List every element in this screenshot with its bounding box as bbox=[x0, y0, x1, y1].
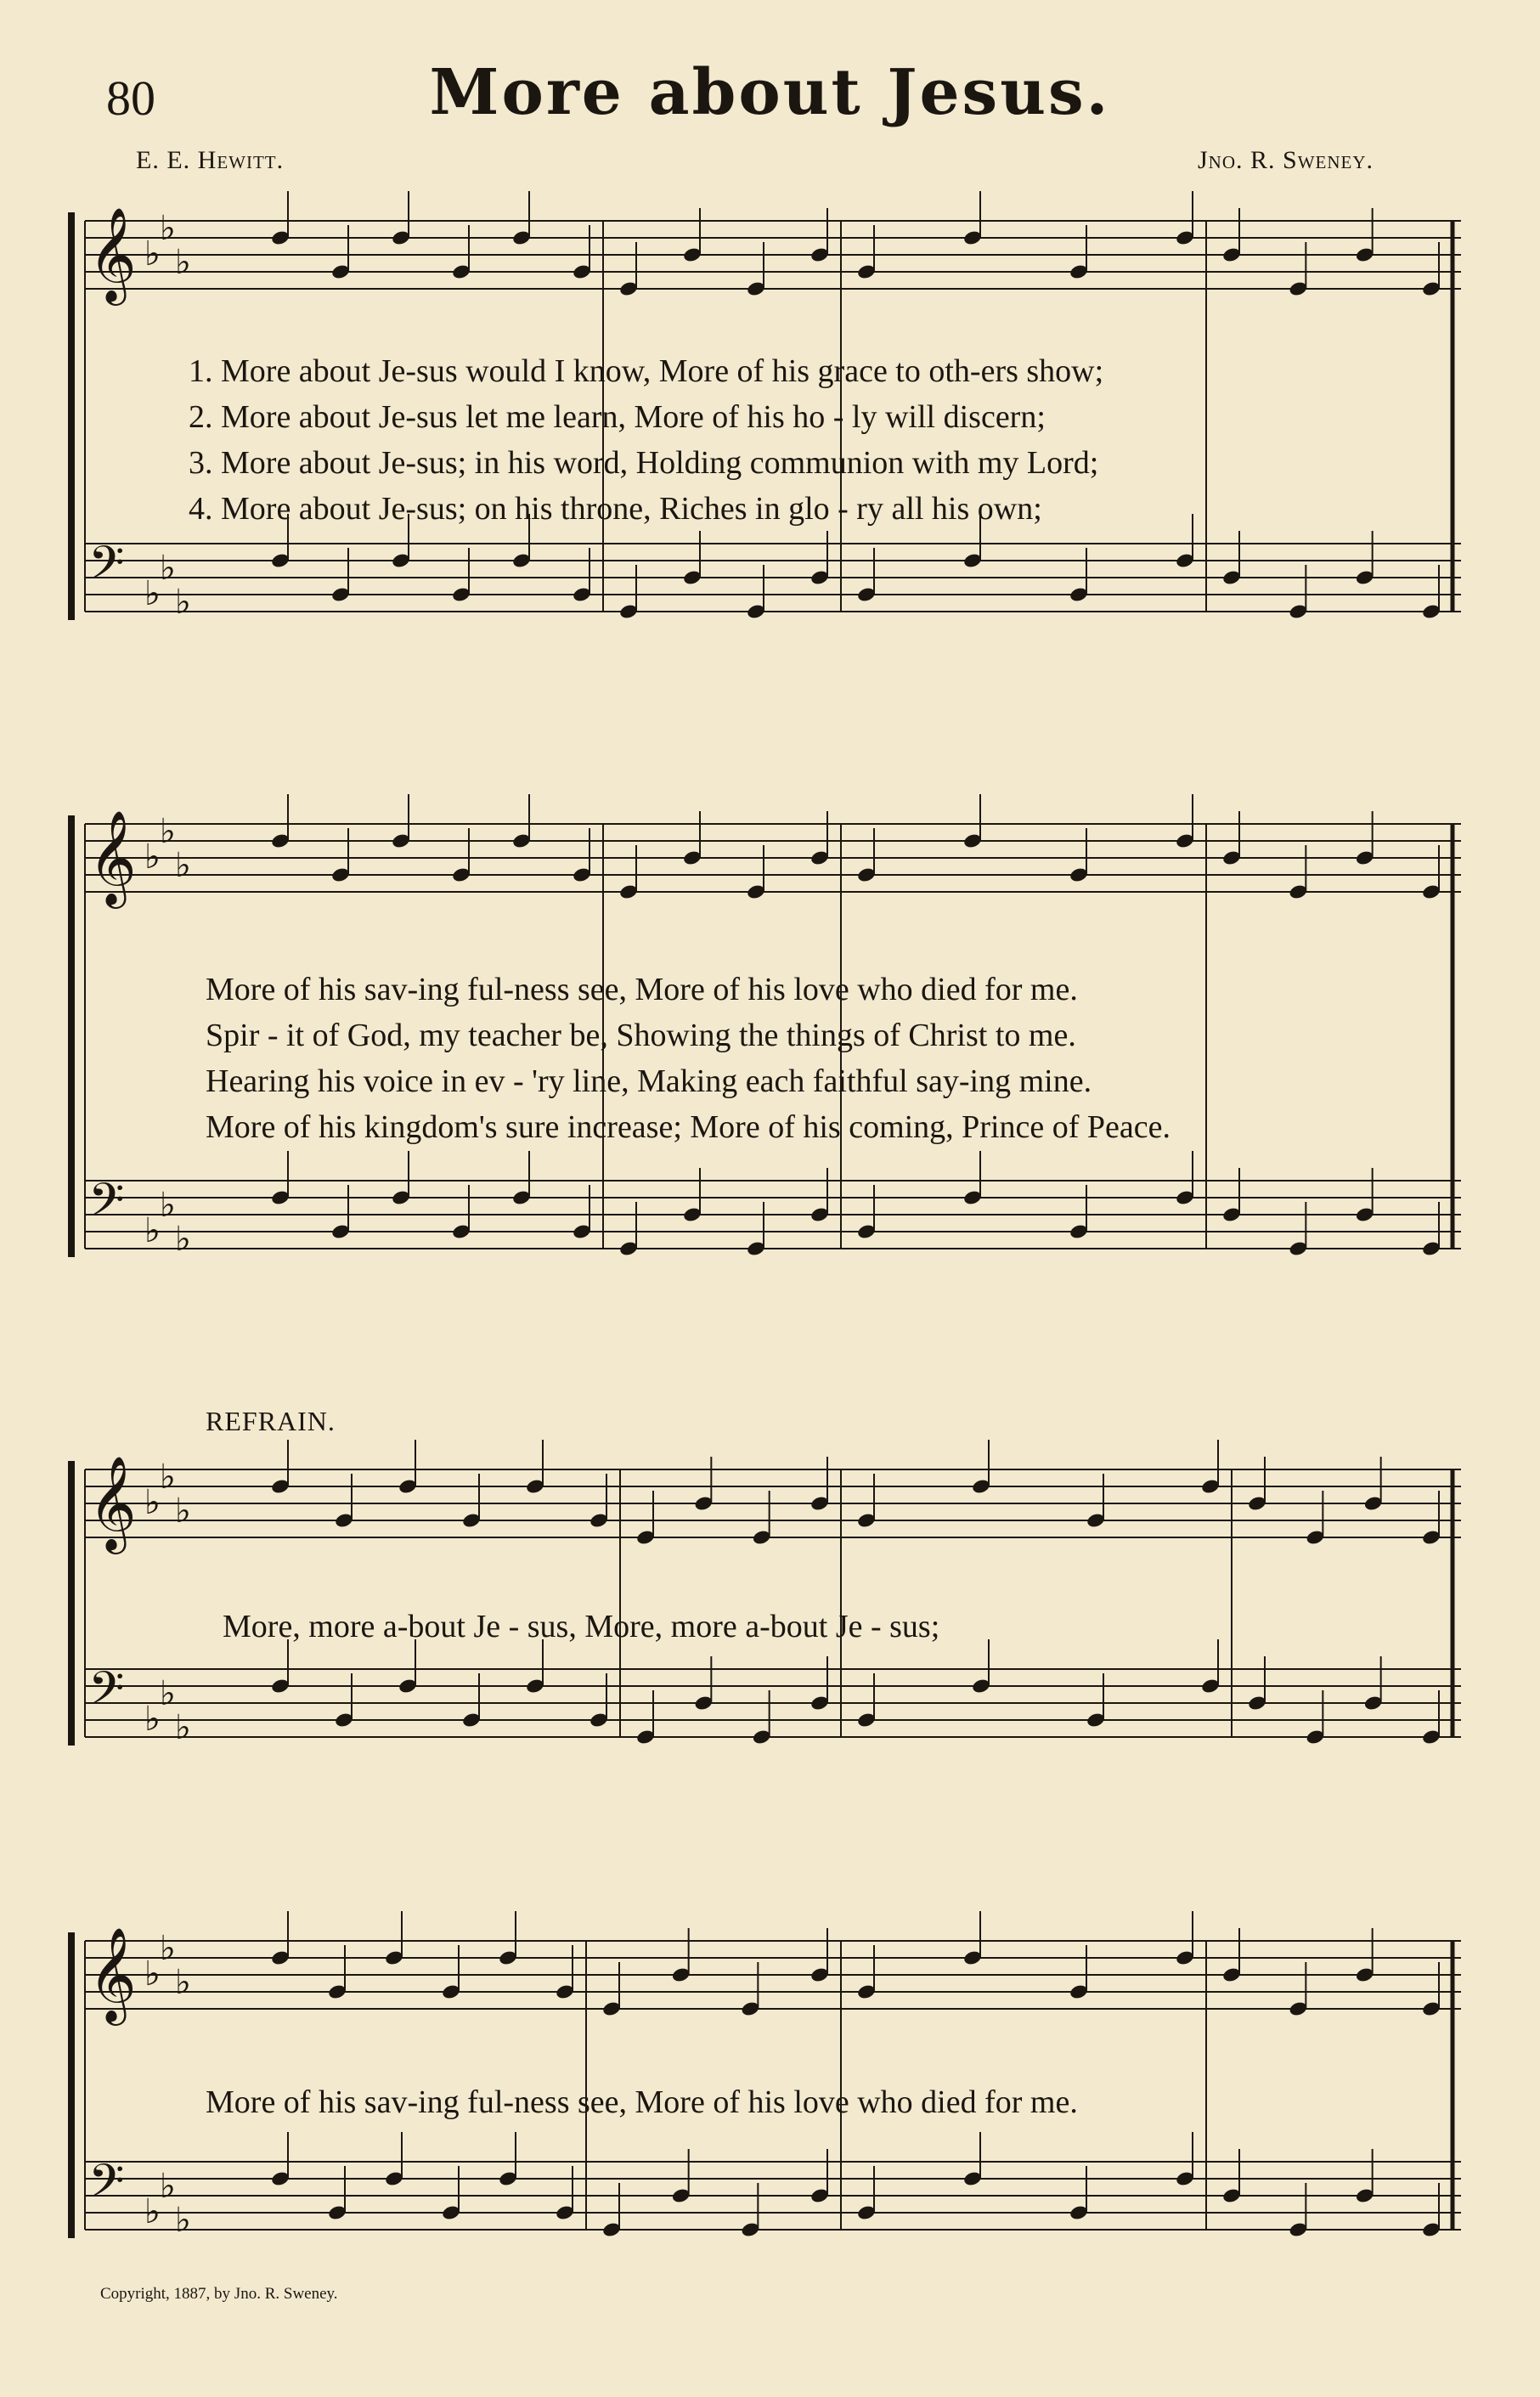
music-system-2 bbox=[0, 794, 1540, 1321]
verse-2-line-2: Spir - it of God, my teacher be, Showing the things of Christ to me. bbox=[206, 1018, 1076, 1053]
treble-staff bbox=[85, 191, 1461, 306]
flat-icon: ♭ bbox=[175, 2201, 191, 2240]
composer-credit: Jno. R. Sweney. bbox=[1198, 146, 1374, 174]
bass-clef-icon: 𝄢 bbox=[88, 1661, 125, 1727]
flat-icon: ♭ bbox=[160, 1458, 176, 1497]
copyright-notice: Copyright, 1887, by Jno. R. Sweney. bbox=[100, 2285, 338, 2303]
flat-icon: ♭ bbox=[144, 574, 161, 613]
flat-icon: ♭ bbox=[160, 812, 176, 851]
verse-2-line-1: 2. More about Je-sus let me learn, More of his ho - ly will discern; bbox=[189, 399, 1046, 435]
bass-staff bbox=[85, 514, 1461, 622]
flat-icon: ♭ bbox=[160, 209, 176, 248]
flat-icon: ♭ bbox=[175, 583, 191, 622]
flat-icon: ♭ bbox=[160, 1929, 176, 1968]
flat-icon: ♭ bbox=[175, 1492, 191, 1531]
verse-4-line-1: 4. More about Je-sus; on his throne, Riches in glo - ry all his own; bbox=[189, 491, 1042, 527]
bass-clef-icon: 𝄢 bbox=[88, 1173, 125, 1238]
flat-icon: ♭ bbox=[144, 1483, 161, 1522]
flat-icon: ♭ bbox=[160, 549, 176, 588]
hymn-title: More about Jesus. bbox=[429, 56, 1111, 129]
flat-icon: ♭ bbox=[160, 2167, 176, 2206]
bass-staff bbox=[85, 2132, 1461, 2240]
refrain-lyric-line-1: More, more a-bout Je - sus, More, more a-bout Je - sus; bbox=[223, 1609, 940, 1644]
flat-icon: ♭ bbox=[175, 846, 191, 885]
flat-icon: ♭ bbox=[160, 1186, 176, 1225]
verse-4-line-2: More of his kingdom's sure increase; More of his coming, Prince of Peace. bbox=[206, 1109, 1171, 1145]
bass-staff bbox=[85, 1639, 1461, 1747]
page-number: 80 bbox=[106, 70, 155, 126]
flat-icon: ♭ bbox=[144, 1700, 161, 1739]
flat-icon: ♭ bbox=[160, 1674, 176, 1713]
treble-staff bbox=[85, 794, 1461, 909]
verse-3-line-1: 3. More about Je-sus; in his word, Holding communion with my Lord; bbox=[189, 445, 1099, 481]
verse-1-line-2: More of his sav-ing ful-ness see, More of his love who died for me. bbox=[206, 972, 1078, 1007]
verse-1-line-1: 1. More about Je-sus would I know, More of his grace to oth-ers show; bbox=[189, 353, 1104, 389]
bass-clef-icon: 𝄢 bbox=[88, 536, 125, 601]
refrain-label: REFRAIN. bbox=[206, 1406, 336, 1436]
flat-icon: ♭ bbox=[144, 838, 161, 877]
treble-clef-icon: 𝄞 bbox=[88, 206, 137, 302]
flat-icon: ♭ bbox=[175, 1963, 191, 2002]
verse-3-line-2: Hearing his voice in ev - 'ry line, Making each faithful say-ing mine. bbox=[206, 1063, 1092, 1099]
bass-clef-icon: 𝄢 bbox=[88, 2154, 125, 2219]
bass-staff bbox=[85, 1151, 1461, 1259]
treble-staff bbox=[85, 1911, 1461, 2026]
flat-icon: ♭ bbox=[175, 1708, 191, 1747]
treble-clef-icon: 𝄞 bbox=[88, 1455, 137, 1550]
lyricist-credit: E. E. Hewitt. bbox=[136, 146, 285, 174]
flat-icon: ♭ bbox=[144, 234, 161, 274]
flat-icon: ♭ bbox=[175, 1220, 191, 1259]
flat-icon: ♭ bbox=[144, 1211, 161, 1250]
flat-icon: ♭ bbox=[175, 243, 191, 282]
treble-clef-icon: 𝄞 bbox=[88, 1926, 137, 2022]
treble-staff bbox=[85, 1440, 1461, 1554]
treble-clef-icon: 𝄞 bbox=[88, 809, 137, 905]
flat-icon: ♭ bbox=[144, 2192, 161, 2231]
flat-icon: ♭ bbox=[144, 1954, 161, 1994]
refrain-lyric-line-2: More of his sav-ing ful-ness see, More of his love who died for me. bbox=[206, 2084, 1078, 2120]
